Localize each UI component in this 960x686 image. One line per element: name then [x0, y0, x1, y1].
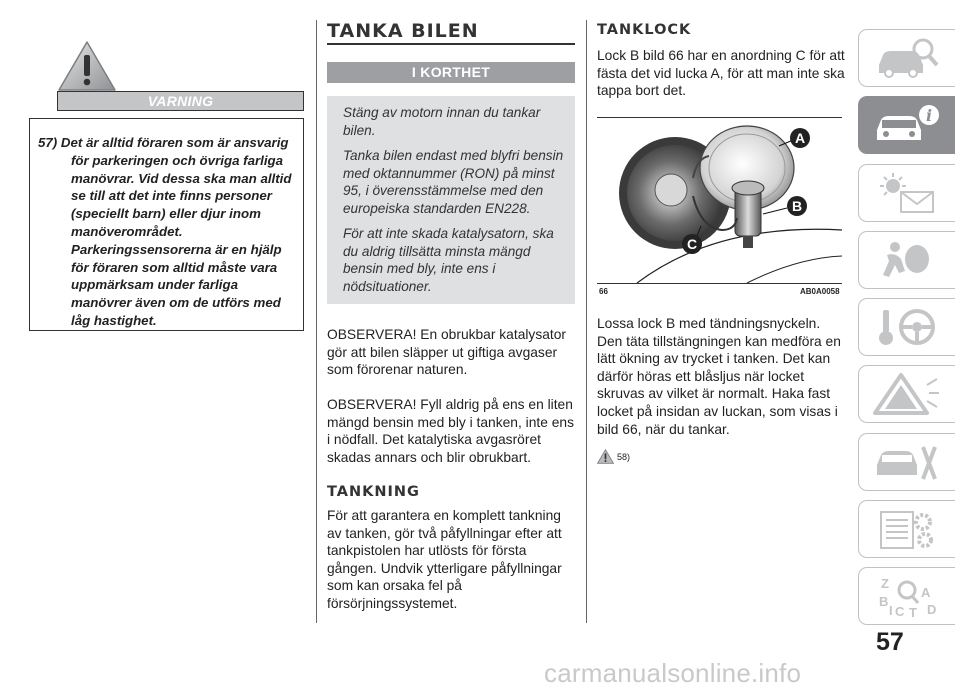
- index-letter: C: [895, 604, 905, 620]
- summary-paragraph: Stäng av motorn innan du tankar bilen.: [343, 105, 541, 138]
- column-divider-left: [316, 20, 317, 623]
- column-divider-right: [586, 20, 587, 623]
- fuel-cap-heading: TANKLOCK: [597, 22, 692, 38]
- tab-lights-messages[interactable]: [858, 164, 955, 222]
- tab-car-info[interactable]: [858, 96, 955, 154]
- key-steering-icon: [871, 304, 943, 350]
- watermark: carmanualsonline.info: [544, 658, 802, 686]
- label-c: C: [686, 236, 698, 252]
- label-a: A: [794, 130, 806, 146]
- summary-title: I KORTHET: [327, 62, 575, 83]
- page-number: 57: [876, 628, 904, 656]
- label-b: B: [791, 198, 803, 214]
- tab-safety[interactable]: [858, 231, 955, 289]
- fuel-cap-instructions: Lossa lock B med tändningsnyckeln. Den täta tillstängningen kan medföra en lätt ökning av trycket i tanken. Det kan därför höras ett blåsljus när locket skruvas av vilket är normalt. Haka fast locket på insidan av luckan, som visas i bild 66, när du tankar.: [597, 316, 841, 437]
- tab-technical-data[interactable]: [858, 500, 955, 558]
- car-search-icon: [871, 35, 943, 81]
- index-letter: T: [909, 605, 917, 620]
- note-catalyst: OBSERVERA! En obrukbar katalysator gör att bilen släpper ut giftiga avgaser som förorenar naturen.: [327, 327, 566, 378]
- warning-note-reference: [597, 449, 630, 464]
- index-letters-icon: [871, 573, 943, 619]
- section-title-rule: [327, 43, 575, 45]
- note-leaded-fuel: OBSERVERA! Fyll aldrig på ens en liten mängd bensin med bly i tanken, inte ens i nödfall. Det katalytiska avgasröret skadas annars och blir obrukbart.: [327, 397, 574, 465]
- warning-triangle-icon: [871, 371, 943, 417]
- specs-gear-icon: [871, 506, 943, 552]
- warning-title: VARNING: [57, 91, 304, 111]
- index-letter: Z: [881, 576, 889, 592]
- fuel-cap-text: Lock B bild 66 har en anordning C för att fästa det vid lucka A, för att man inte ska tappa bort det.: [597, 48, 845, 99]
- index-letter: D: [927, 602, 937, 618]
- summary-paragraph: För att inte skada katalysatorn, ska du aldrig tillsätta minsta mängd bensin med bly, inte ens i nödsituationer.: [343, 226, 554, 294]
- tab-car-overview[interactable]: [858, 29, 955, 87]
- section-title: TANKA BILEN: [327, 20, 479, 42]
- tab-starting-driving[interactable]: [858, 298, 955, 356]
- figure-number: 66: [599, 287, 608, 296]
- lights-message-icon: [871, 170, 943, 216]
- index-letter: A: [921, 585, 931, 601]
- index-letter: B: [879, 594, 889, 610]
- warning-triangle-icon: [57, 40, 117, 92]
- car-info-icon: [871, 102, 943, 148]
- airbag-icon: [871, 237, 943, 283]
- note-reference-number: 58): [617, 451, 631, 462]
- car-tools-icon: [871, 439, 943, 485]
- summary-box: [327, 96, 575, 304]
- summary-paragraph: Tanka bilen endast med blyfri bensin med oktannummer (RON) på minst 95, i överensstämmelse med den europeiska standarden EN228.: [343, 148, 564, 216]
- tab-maintenance[interactable]: [858, 433, 955, 491]
- index-letter: I: [889, 603, 893, 619]
- refuelling-text: För att garantera en komplett tankning av tanken, gör två påfyllningar efter att tankpistolen har utlösts för första gången. Undvik ytterligare påfyllningar som kan orsaka fel på försörjningssystemet.: [327, 508, 562, 611]
- warning-text: 57) Det är alltid föraren som är ansvarig för parkeringen och övriga farliga manövrar. Vid dessa ska man alltid se till att det inte finns personer (speciellt barn) eller djur inom manöverområdet. Parkeringssensorerna är en hjälp för föraren som alltid måste vara uppmärksam under farliga manövrer även om de utförs med låg hastighet.: [38, 135, 292, 328]
- fuel-cap-figure: [597, 118, 842, 283]
- figure-code: AB0A0058: [800, 287, 840, 296]
- figure-rule-bottom: [597, 283, 842, 284]
- tab-index[interactable]: [858, 567, 955, 625]
- tab-emergency[interactable]: [858, 365, 955, 423]
- refuelling-heading: TANKNING: [327, 484, 420, 500]
- svg-text:i: i: [925, 106, 933, 126]
- chapter-sidebar: [858, 29, 955, 635]
- small-warning-icon: [597, 449, 614, 464]
- warning-box: [29, 118, 304, 331]
